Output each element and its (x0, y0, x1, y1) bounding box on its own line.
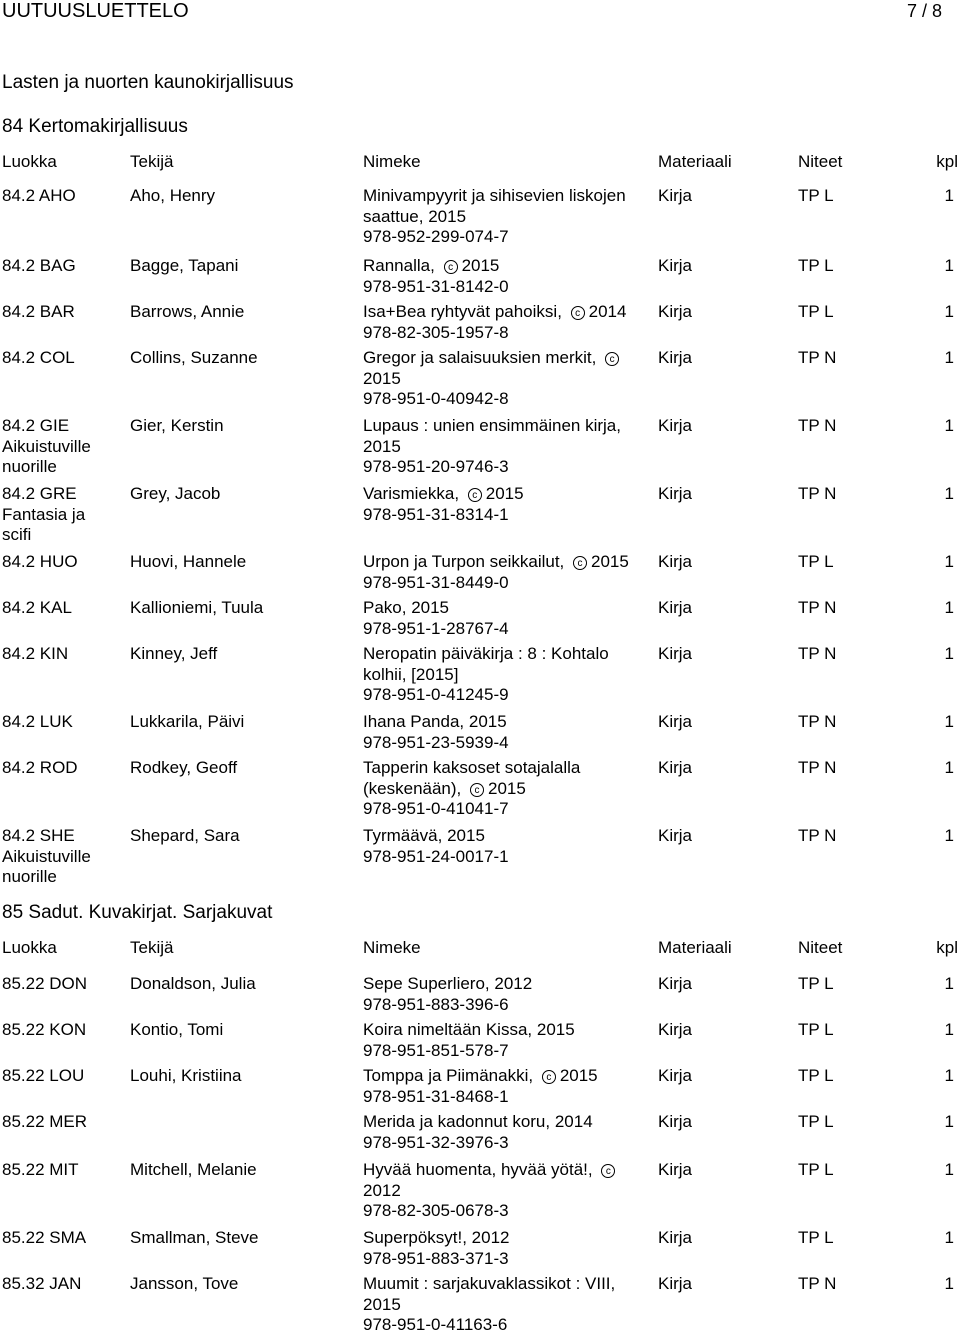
material: Kirja (658, 974, 693, 993)
title-text: 2015 (363, 368, 401, 388)
title (363, 1112, 653, 1153)
call-number-line: Aikuistuville (2, 846, 91, 866)
title (363, 1160, 653, 1222)
call-number-line: nuorille (2, 457, 57, 476)
title-text: 978-951-0-40942-8 (363, 389, 509, 408)
title-text: kolhii, [2015] (363, 664, 459, 684)
title-text: 978-951-24-0017-1 (363, 846, 509, 866)
column-header-row (0, 152, 960, 174)
title (363, 186, 653, 248)
call-number-line: 84.2 KIN (2, 644, 69, 663)
copyright-year: 2015 (485, 484, 524, 503)
title-line (363, 1315, 653, 1336)
column-header-tekija: Tekijä (130, 938, 174, 957)
title-text: Gregor ja salaisuuksien merkit, (363, 348, 602, 367)
material: Kirja (658, 1066, 693, 1085)
material: Kirja (658, 186, 693, 205)
column-header-tekija: Tekijä (130, 152, 174, 171)
title-line (363, 457, 653, 478)
title-line (363, 256, 653, 277)
title-text: Tyrmäävä, 2015 (363, 826, 485, 845)
call-number (2, 256, 127, 277)
count: 1 (944, 1160, 954, 1179)
call-number (2, 712, 127, 733)
title-line (363, 779, 653, 800)
material: Kirja (658, 256, 693, 275)
count: 1 (944, 598, 954, 617)
material: Kirja (658, 552, 693, 571)
author: Donaldson, Julia (130, 974, 256, 993)
title-text: 978-951-31-8449-0 (363, 572, 509, 592)
copies-location: TP N (798, 348, 837, 367)
title-text: 978-951-31-8314-1 (363, 504, 509, 524)
title-text: 978-951-1-28767-4 (363, 618, 509, 638)
title-text: Superpöksyt!, 2012 (363, 1228, 510, 1247)
call-number-line: 85.22 LOU (2, 1066, 85, 1085)
title-line (363, 1160, 653, 1181)
count: 1 (944, 256, 954, 275)
title-text: (keskenään), (363, 778, 466, 798)
count: 1 (944, 1020, 954, 1039)
call-number-line: 84.2 KAL (2, 598, 72, 617)
title-text: Rannalla, (363, 256, 440, 275)
call-number-line: 84.2 BAG (2, 256, 76, 275)
author: Gier, Kerstin (130, 416, 224, 435)
title (363, 1228, 653, 1269)
title (363, 484, 653, 525)
call-number-line: 84.2 AHO (2, 186, 76, 205)
call-number-line: 84.2 COL (2, 348, 75, 367)
title-line (363, 1020, 653, 1041)
title (363, 598, 653, 639)
count: 1 (944, 416, 954, 435)
author: Grey, Jacob (130, 484, 221, 503)
copyright-icon: c (470, 783, 484, 797)
count: 1 (944, 302, 954, 321)
title-text: 978-951-20-9746-3 (363, 457, 509, 476)
column-header-luokka: Luokka (2, 152, 57, 171)
title-line (363, 437, 653, 458)
count: 1 (944, 826, 954, 845)
count: 1 (944, 974, 954, 993)
copies-location: TP L (798, 256, 834, 275)
author: Aho, Henry (130, 186, 216, 205)
title-line (363, 302, 653, 323)
title-text: 978-82-305-1957-8 (363, 322, 509, 342)
title-line (363, 619, 653, 640)
call-number (2, 826, 127, 888)
author: Barrows, Annie (130, 302, 245, 321)
call-number-line: 84.2 BAR (2, 302, 75, 321)
copies-location: TP L (798, 1066, 834, 1085)
column-header-luokka: Luokka (2, 938, 57, 957)
copyright-year: 2015 (488, 778, 526, 798)
title-text: saattue, 2015 (363, 206, 467, 226)
title-text: 978-951-883-396-6 (363, 994, 509, 1014)
copyright-year: 2015 (461, 256, 500, 275)
author: Smallman, Steve (130, 1228, 259, 1247)
copies-location: TP N (798, 1274, 837, 1293)
title-line (363, 1112, 653, 1133)
title-text: 978-951-851-578-7 (363, 1040, 509, 1060)
author: Collins, Suzanne (130, 348, 258, 367)
copyright-year: 2015 (591, 552, 629, 571)
title-text: Sepe Superliero, 2012 (363, 974, 533, 993)
title (363, 256, 653, 297)
title-text: 978-951-883-371-3 (363, 1248, 509, 1268)
title (363, 302, 653, 343)
count: 1 (944, 712, 954, 731)
column-header-niteet: Niteet (798, 152, 843, 171)
title-line (363, 799, 653, 820)
count: 1 (944, 552, 954, 571)
title (363, 826, 653, 867)
copyright-icon: c (571, 306, 585, 320)
title-text: 978-951-31-8468-1 (363, 1086, 509, 1106)
call-number-line: 85.22 MIT (2, 1160, 79, 1179)
author: Jansson, Tove (130, 1274, 239, 1293)
author: Kinney, Jeff (130, 644, 218, 663)
call-number-line: 84.2 LUK (2, 712, 73, 731)
title-line (363, 665, 653, 686)
call-number-line: 85.32 JAN (2, 1274, 82, 1293)
copies-location: TP N (798, 644, 837, 663)
title-line (363, 644, 653, 665)
count: 1 (944, 644, 954, 663)
title-text: 978-951-0-41245-9 (363, 685, 509, 704)
title (363, 348, 653, 410)
title (363, 1274, 653, 1336)
title-text: 978-951-31-8142-0 (363, 276, 509, 296)
call-number-line: 85.22 DON (2, 974, 88, 993)
call-number (2, 484, 127, 546)
material: Kirja (658, 1274, 693, 1293)
copyright-icon: c (573, 556, 587, 570)
column-header-kpl: kpl (936, 152, 958, 171)
copies-location: TP L (798, 1112, 834, 1131)
column-header-kpl: kpl (936, 938, 958, 957)
material: Kirja (658, 598, 693, 617)
material: Kirja (658, 712, 693, 731)
copies-location: TP L (798, 974, 834, 993)
title-line (363, 826, 653, 847)
title-text: Merida ja kadonnut koru, 2014 (363, 1112, 593, 1131)
title-line (363, 207, 653, 228)
column-header-materiaali: Materiaali (658, 152, 732, 171)
copies-location: TP N (798, 484, 837, 503)
title-text: 978-951-0-41041-7 (363, 799, 509, 818)
copyright-icon: c (444, 260, 458, 274)
title-line (363, 1274, 653, 1295)
author: Kontio, Tomi (130, 1020, 224, 1039)
title-line (363, 348, 653, 369)
title-line (363, 484, 653, 505)
title-line (363, 227, 653, 248)
title-text: Lupaus : unien ensimmäinen kirja, (363, 416, 621, 435)
title (363, 644, 653, 706)
copyright-icon: c (605, 352, 619, 366)
call-number-line: 84.2 GRE (2, 484, 77, 503)
call-number (2, 348, 127, 369)
column-header-niteet: Niteet (798, 938, 843, 957)
title-line (363, 995, 653, 1016)
count: 1 (944, 1228, 954, 1247)
title-text: Ihana Panda, 2015 (363, 712, 507, 731)
section-heading: 85 Sadut. Kuvakirjat. Sarjakuvat (2, 902, 273, 923)
title (363, 712, 653, 753)
author: Bagge, Tapani (130, 256, 239, 275)
call-number (2, 302, 127, 323)
call-number (2, 1274, 127, 1295)
title-text: 978-951-32-3976-3 (363, 1132, 509, 1152)
copyright-year: 2014 (588, 302, 627, 321)
material: Kirja (658, 348, 693, 367)
title-line (363, 1041, 653, 1062)
call-number-line: 84.2 GIE (2, 416, 70, 435)
title (363, 1020, 653, 1061)
count: 1 (944, 484, 954, 503)
copies-location: TP N (798, 712, 837, 731)
call-number (2, 758, 127, 779)
title-line (363, 1066, 653, 1087)
material: Kirja (658, 1112, 693, 1131)
title (363, 758, 653, 820)
call-number (2, 552, 127, 573)
call-number (2, 1112, 127, 1133)
title-line (363, 733, 653, 754)
title-line (363, 598, 653, 619)
title-line (363, 573, 653, 594)
copyright-year: 2015 (559, 1066, 598, 1085)
material: Kirja (658, 1228, 693, 1247)
title (363, 1066, 653, 1107)
title-text: 978-82-305-0678-3 (363, 1201, 509, 1220)
title-text: Muumit : sarjakuvaklassikot : VIII, (363, 1274, 616, 1293)
call-number (2, 644, 127, 665)
copies-location: TP L (798, 302, 834, 321)
title-line (363, 186, 653, 207)
title-text: 2012 (363, 1180, 401, 1200)
count: 1 (944, 1066, 954, 1085)
count: 1 (944, 186, 954, 205)
title-line (363, 1295, 653, 1316)
call-number (2, 1020, 127, 1041)
copyright-icon: c (542, 1070, 556, 1084)
title-text: Hyvää huomenta, hyvää yötä!, (363, 1160, 598, 1179)
copies-location: TP N (798, 758, 837, 777)
title-line (363, 1228, 653, 1249)
copies-location: TP L (798, 1160, 834, 1179)
title-line (363, 974, 653, 995)
title-line (363, 685, 653, 706)
copies-location: TP N (798, 826, 837, 845)
title-line (363, 323, 653, 344)
column-header-materiaali: Materiaali (658, 938, 732, 957)
title-line (363, 505, 653, 526)
count: 1 (944, 1112, 954, 1131)
title-line (363, 1087, 653, 1108)
call-number-line: scifi (2, 525, 32, 544)
title-line (363, 369, 653, 390)
author: Louhi, Kristiina (130, 1066, 242, 1085)
copies-location: TP N (798, 416, 837, 435)
title-text: Pako, 2015 (363, 598, 450, 617)
call-number-line: 85.22 MER (2, 1112, 88, 1131)
material: Kirja (658, 416, 693, 435)
title-line (363, 758, 653, 779)
copies-location: TP L (798, 1228, 834, 1247)
column-header-row (0, 938, 960, 960)
title-line (363, 1181, 653, 1202)
call-number-line: Aikuistuville (2, 436, 91, 456)
count: 1 (944, 758, 954, 777)
title-line (363, 1201, 653, 1222)
author: Rodkey, Geoff (130, 758, 238, 777)
copies-location: TP L (798, 186, 834, 205)
copies-location: TP L (798, 552, 834, 571)
title-line (363, 416, 653, 437)
call-number (2, 974, 127, 995)
author: Kallioniemi, Tuula (130, 598, 264, 617)
call-number (2, 598, 127, 619)
call-number-line: 84.2 HUO (2, 552, 78, 571)
call-number-line: nuorille (2, 867, 57, 886)
material: Kirja (658, 1020, 693, 1039)
title-text: Neropatin päiväkirja : 8 : Kohtalo (363, 644, 609, 663)
title-text: Tomppa ja Piimänakki, (363, 1066, 538, 1085)
column-header-nimeke: Nimeke (363, 152, 421, 171)
title-text: Tapperin kaksoset sotajalalla (363, 758, 581, 777)
title-text: 2015 (363, 436, 401, 456)
author: Lukkarila, Päivi (130, 712, 245, 731)
title-line (363, 1249, 653, 1270)
copyright-icon: c (468, 488, 482, 502)
title-text: 978-952-299-074-7 (363, 227, 509, 246)
column-header-nimeke: Nimeke (363, 938, 421, 957)
copies-location: TP L (798, 1020, 834, 1039)
title-text: Minivampyyrit ja sihisevien liskojen (363, 186, 626, 205)
title-line (363, 389, 653, 410)
section-heading: 84 Kertomakirjallisuus (2, 116, 188, 137)
title-line (363, 847, 653, 868)
category-heading: Lasten ja nuorten kaunokirjallisuus (2, 72, 294, 93)
title (363, 974, 653, 1015)
copies-location: TP N (798, 598, 837, 617)
title (363, 416, 653, 478)
title-line (363, 552, 653, 573)
title-line (363, 712, 653, 733)
document-title: UUTUUSLUETTELO (2, 0, 189, 22)
material: Kirja (658, 644, 693, 663)
author: Mitchell, Melanie (130, 1160, 257, 1179)
title-line (363, 1133, 653, 1154)
title-text: Koira nimeltään Kissa, 2015 (363, 1020, 575, 1039)
material: Kirja (658, 826, 693, 845)
count: 1 (944, 348, 954, 367)
title-text: Urpon ja Turpon seikkailut, (363, 552, 569, 571)
call-number (2, 1066, 127, 1087)
call-number-line: 85.22 SMA (2, 1228, 87, 1247)
call-number-line: 84.2 ROD (2, 758, 78, 777)
title-text: 978-951-0-41163-6 (363, 1315, 508, 1334)
material: Kirja (658, 1160, 693, 1179)
title-text: 978-951-23-5939-4 (363, 732, 509, 752)
title-text: Isa+Bea ryhtyvät pahoiksi, (363, 302, 567, 321)
author: Huovi, Hannele (130, 552, 247, 571)
call-number-line: 84.2 SHE (2, 826, 75, 845)
call-number (2, 186, 127, 207)
material: Kirja (658, 484, 693, 503)
copyright-icon: c (601, 1164, 615, 1178)
call-number-line: Fantasia ja (2, 504, 86, 524)
call-number (2, 1228, 127, 1249)
page-number: 7 / 8 (906, 1, 942, 21)
material: Kirja (658, 302, 693, 321)
title (363, 552, 653, 593)
count: 1 (944, 1274, 954, 1293)
call-number (2, 1160, 127, 1181)
material: Kirja (658, 758, 693, 777)
title-text: Varismiekka, (363, 484, 464, 503)
title-line (363, 277, 653, 298)
author: Shepard, Sara (130, 826, 240, 845)
call-number-line: 85.22 KON (2, 1020, 87, 1039)
title-text: 2015 (363, 1294, 401, 1314)
call-number (2, 416, 127, 478)
